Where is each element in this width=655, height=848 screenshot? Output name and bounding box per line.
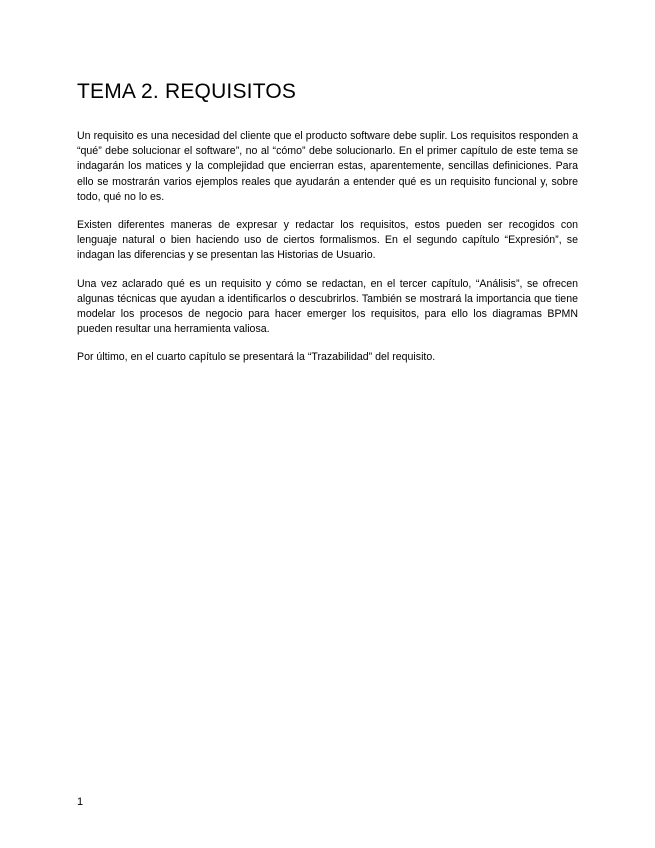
page-title: TEMA 2. REQUISITOS bbox=[77, 80, 297, 103]
paragraph-analysis: Una vez aclarado qué es un requisito y cómo se redactan, en el tercer capítulo, “Análisis”, se ofrecen algunas técnicas que ayudan a identificarlos o descubrirlos. También se mostrará la importancia que tiene modelar los procesos de negocio para hacer emerger los requisitos, para ello los diagramas BPMN pueden resultar una herramienta valiosa. bbox=[77, 277, 578, 336]
paragraph-expression: Existen diferentes maneras de expresar y redactar los requisitos, estos pueden ser recogidos con lenguaje natural o bien haciendo uso de ciertos formalismos. En el segundo capítulo “Expresión”, se indagan las diferencias y se presentan las Historias de Usuario. bbox=[77, 219, 578, 262]
document-body bbox=[77, 129, 578, 379]
paragraph-traceability: Por último, en el cuarto capítulo se presentará la “Trazabilidad” del requisito. bbox=[77, 351, 436, 364]
paragraph-definition: Un requisito es una necesidad del cliente que el producto software debe suplir. Los requisitos responden a “qué” debe solucionar el software”, no al “cómo” debe solucionarlo. En el primer capítulo de este tema se indagarán los matices y la complejidad que encierran estas, aparentemente, sencillas definiciones. Para ello se mostrarán varios ejemplos reales que ayudarán a entender qué es un requisito funcional y, sobre todo, qué no lo es. bbox=[77, 130, 578, 203]
page-number: 1 bbox=[77, 796, 84, 808]
